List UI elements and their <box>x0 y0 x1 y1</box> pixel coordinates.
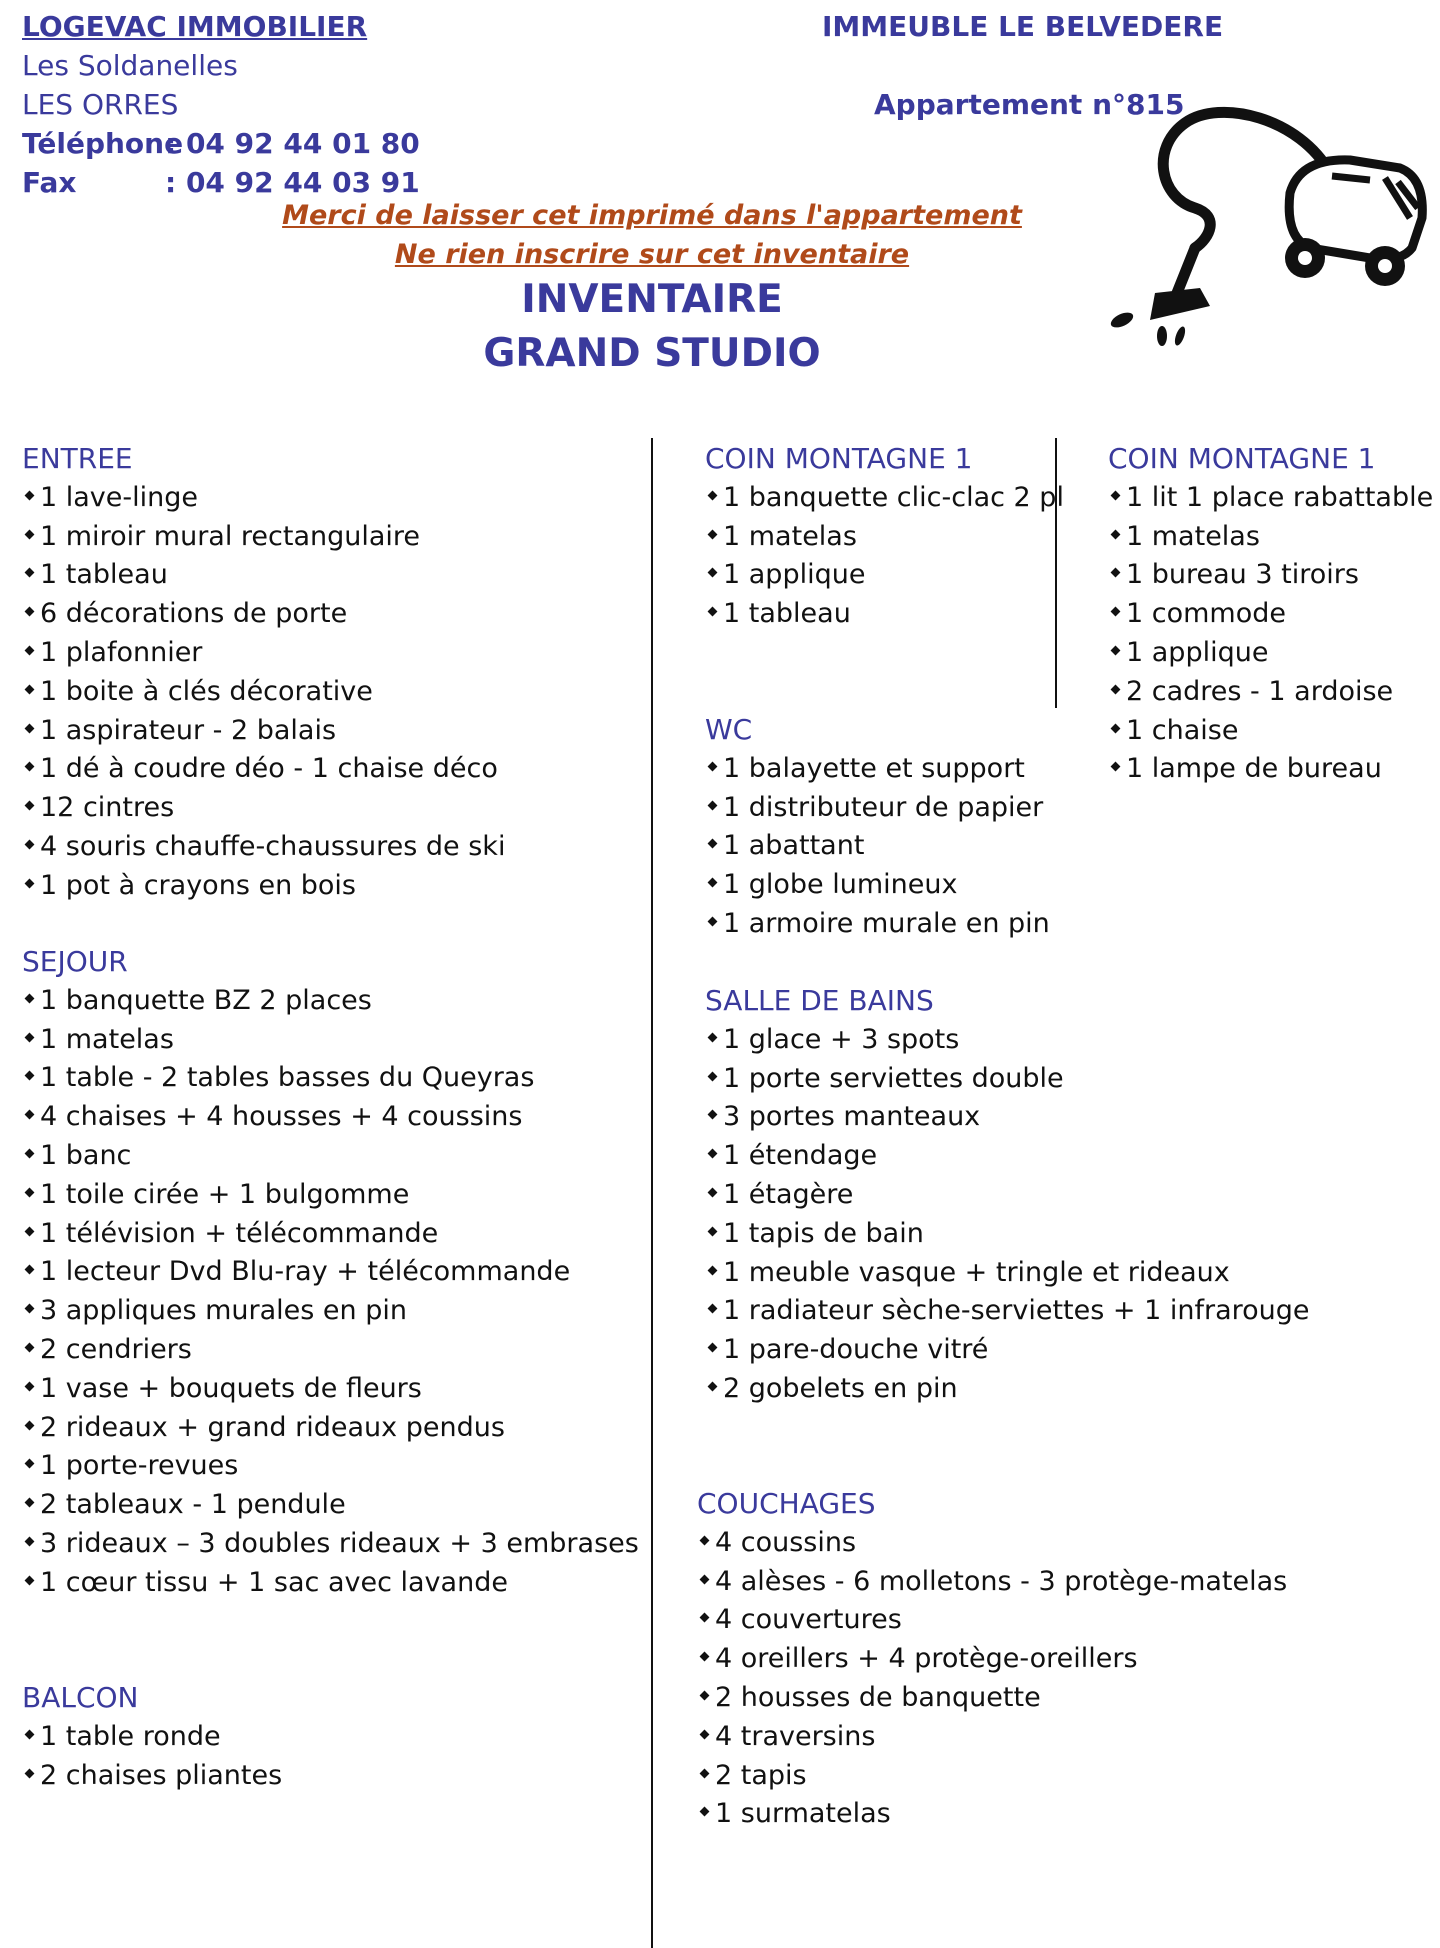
section-balcon <box>22 1679 282 1795</box>
list-item <box>705 556 1064 595</box>
vacuum-cleaner-icon <box>1100 98 1430 353</box>
item-text: 1 lecteur Dvd Blu-ray + télécommande <box>40 1256 571 1288</box>
diamond-bullet-icon <box>25 529 35 539</box>
diamond-bullet-icon <box>25 1729 35 1739</box>
section-title: COIN MONTAGNE 1 <box>1108 442 1376 475</box>
apartment-number: Appartement n°815 <box>874 88 1185 121</box>
agency-address-line1: Les Soldanelles <box>22 49 238 82</box>
item-text: 4 chaises + 4 housses + 4 coussins <box>40 1101 523 1133</box>
list-item <box>697 1718 1287 1757</box>
agency-name: LOGEVAC IMMOBILIER <box>22 10 368 43</box>
item-text: 1 tableau <box>40 559 168 591</box>
list-item <box>705 518 1064 557</box>
diamond-bullet-icon <box>25 878 35 888</box>
list-item <box>705 1254 1310 1293</box>
diamond-bullet-icon <box>25 1537 35 1547</box>
diamond-bullet-icon <box>708 1071 718 1081</box>
list-item <box>22 1215 639 1254</box>
item-text: 1 applique <box>723 559 866 591</box>
diamond-bullet-icon <box>25 1032 35 1042</box>
list-item <box>705 1060 1310 1099</box>
diamond-bullet-icon <box>708 1382 718 1392</box>
item-text: 3 rideaux – 3 doubles rideaux + 3 embrases <box>40 1527 639 1559</box>
item-text: 1 chaise <box>1126 714 1239 746</box>
list-item <box>22 1370 639 1409</box>
diamond-bullet-icon <box>1111 762 1121 772</box>
item-text: 1 lampe de bureau <box>1126 753 1382 785</box>
diamond-bullet-icon <box>1111 646 1121 656</box>
diamond-bullet-icon <box>25 1071 35 1081</box>
list-item <box>705 1370 1310 1409</box>
item-text: 2 tapis <box>715 1759 807 1791</box>
list-item <box>22 1718 282 1757</box>
diamond-bullet-icon <box>708 878 718 888</box>
diamond-bullet-icon <box>708 1110 718 1120</box>
list-item <box>697 1757 1287 1796</box>
item-text: 4 couvertures <box>715 1604 902 1636</box>
item-text: 1 lave-linge <box>40 481 199 513</box>
item-text: 1 bureau 3 tiroirs <box>1126 559 1359 591</box>
diamond-bullet-icon <box>708 917 718 927</box>
item-text: 1 vase + bouquets de fleurs <box>40 1372 422 1404</box>
diamond-bullet-icon <box>700 1807 710 1817</box>
item-text: 1 abattant <box>723 830 865 862</box>
diamond-bullet-icon <box>1111 568 1121 578</box>
section-title: BALCON <box>22 1681 139 1714</box>
diamond-bullet-icon <box>708 1149 718 1159</box>
diamond-bullet-icon <box>700 1691 710 1701</box>
section-title: ENTREE <box>22 442 133 475</box>
section-wc <box>705 711 1050 944</box>
diamond-bullet-icon <box>25 1381 35 1391</box>
list-item <box>1108 479 1433 518</box>
list-item <box>705 1215 1310 1254</box>
item-text: 1 étendage <box>723 1140 878 1172</box>
diamond-bullet-icon <box>25 568 35 578</box>
list-item <box>22 1253 639 1292</box>
item-text: 4 traversins <box>715 1720 876 1752</box>
phone-value: : 04 92 44 01 80 <box>165 127 420 160</box>
list-item <box>1108 595 1433 634</box>
diamond-bullet-icon <box>708 1343 718 1353</box>
item-text: 2 gobelets en pin <box>723 1372 958 1404</box>
item-text: 1 dé à coudre déo - 1 chaise déco <box>40 753 498 785</box>
diamond-bullet-icon <box>708 529 718 539</box>
list-item <box>22 1098 639 1137</box>
item-list <box>22 1718 282 1796</box>
diamond-bullet-icon <box>25 490 35 500</box>
item-list <box>705 479 1064 634</box>
list-item <box>705 1098 1310 1137</box>
item-list <box>22 479 505 906</box>
section-title: COIN MONTAGNE 1 <box>705 442 973 475</box>
diamond-bullet-icon <box>25 801 35 811</box>
list-item <box>22 1331 639 1370</box>
item-text: 1 aspirateur - 2 balais <box>40 714 337 746</box>
diamond-bullet-icon <box>25 1226 35 1236</box>
diamond-bullet-icon <box>25 1575 35 1585</box>
list-item <box>705 1176 1310 1215</box>
item-text: 1 matelas <box>40 1023 174 1055</box>
list-item <box>22 634 505 673</box>
diamond-bullet-icon <box>25 762 35 772</box>
list-item <box>22 712 505 751</box>
item-text: 1 balayette et support <box>723 752 1025 784</box>
list-item <box>705 595 1064 634</box>
item-text: 4 coussins <box>715 1526 857 1558</box>
item-text: 1 toile cirée + 1 bulgomme <box>40 1178 410 1210</box>
list-item <box>22 828 505 867</box>
item-text: 2 cadres - 1 ardoise <box>1126 675 1394 707</box>
list-item <box>22 479 505 518</box>
diamond-bullet-icon <box>25 607 35 617</box>
item-text: 1 applique <box>1126 636 1269 668</box>
section-salle-de-bains <box>705 982 1310 1409</box>
list-item <box>1108 556 1433 595</box>
list-item <box>1108 518 1433 557</box>
diamond-bullet-icon <box>708 568 718 578</box>
list-item <box>705 789 1050 828</box>
diamond-bullet-icon <box>25 684 35 694</box>
list-item <box>1108 673 1433 712</box>
item-text: 1 armoire murale en pin <box>723 907 1050 939</box>
list-item <box>705 827 1050 866</box>
notice-do-not-write: Ne rien inscrire sur cet inventaire <box>394 239 910 270</box>
list-item <box>22 1137 639 1176</box>
diamond-bullet-icon <box>700 1613 710 1623</box>
diamond-bullet-icon <box>25 1498 35 1508</box>
diamond-bullet-icon <box>25 1187 35 1197</box>
diamond-bullet-icon <box>25 646 35 656</box>
list-item <box>22 1059 639 1098</box>
item-text: 1 pare-douche vitré <box>723 1334 989 1366</box>
diamond-bullet-icon <box>1111 684 1121 694</box>
diamond-bullet-icon <box>708 1032 718 1042</box>
list-item <box>22 1757 282 1796</box>
diamond-bullet-icon <box>708 607 718 617</box>
diamond-bullet-icon <box>1111 529 1121 539</box>
item-text: 1 commode <box>1126 598 1286 630</box>
section-couchages <box>697 1485 1287 1834</box>
diamond-bullet-icon <box>25 840 35 850</box>
item-text: 1 étagère <box>723 1178 854 1210</box>
list-item <box>22 1292 639 1331</box>
list-item <box>22 673 505 712</box>
section-title: SEJOUR <box>22 945 128 978</box>
list-item <box>22 867 505 906</box>
diamond-bullet-icon <box>25 1304 35 1314</box>
list-item <box>22 556 505 595</box>
section-coin-montagne-1b <box>1108 440 1433 789</box>
item-text: 1 tableau <box>723 598 851 630</box>
item-text: 1 banc <box>40 1139 132 1171</box>
item-text: 1 table - 2 tables basses du Queyras <box>40 1062 535 1094</box>
section-title: COUCHAGES <box>697 1487 876 1520</box>
item-text: 6 décorations de porte <box>40 598 348 630</box>
list-item <box>697 1601 1287 1640</box>
item-text: 2 chaises pliantes <box>40 1759 283 1791</box>
page-subtitle: GRAND STUDIO <box>483 331 821 376</box>
diamond-bullet-icon <box>708 1226 718 1236</box>
diamond-bullet-icon <box>708 1304 718 1314</box>
diamond-bullet-icon <box>700 1652 710 1662</box>
item-text: 1 globe lumineux <box>723 869 958 901</box>
list-item <box>22 750 505 789</box>
list-item <box>705 1021 1310 1060</box>
diamond-bullet-icon <box>1111 490 1121 500</box>
item-list <box>22 982 639 1603</box>
item-text: 1 table ronde <box>40 1720 221 1752</box>
item-text: 1 tapis de bain <box>723 1217 924 1249</box>
item-text: 2 tableaux - 1 pendule <box>40 1489 346 1521</box>
diamond-bullet-icon <box>708 761 718 771</box>
item-text: 1 matelas <box>723 520 857 552</box>
item-text: 1 cœur tissu + 1 sac avec lavande <box>40 1566 508 1598</box>
item-text: 1 pot à crayons en bois <box>40 869 356 901</box>
list-item <box>705 905 1050 944</box>
section-sejour <box>22 943 639 1603</box>
section-title: WC <box>705 713 753 746</box>
column-divider <box>651 438 653 1948</box>
list-item <box>1108 712 1433 751</box>
diamond-bullet-icon <box>708 490 718 500</box>
diamond-bullet-icon <box>25 1110 35 1120</box>
item-text: 2 cendriers <box>40 1333 192 1365</box>
item-text: 1 lit 1 place rabattable <box>1126 481 1434 513</box>
item-list <box>1108 479 1433 789</box>
item-text: 1 banquette BZ 2 places <box>40 984 372 1016</box>
diamond-bullet-icon <box>25 993 35 1003</box>
list-item <box>705 866 1050 905</box>
list-item <box>22 518 505 557</box>
item-list <box>705 1021 1310 1409</box>
diamond-bullet-icon <box>1111 723 1121 733</box>
building-name: IMMEUBLE LE BELVEDERE <box>822 10 1224 43</box>
item-text: 12 cintres <box>40 792 175 824</box>
diamond-bullet-icon <box>25 1420 35 1430</box>
list-item <box>22 1486 639 1525</box>
fax-label: Fax <box>22 166 77 199</box>
diamond-bullet-icon <box>25 1265 35 1275</box>
agency-address-line2: LES ORRES <box>22 88 179 121</box>
list-item <box>705 479 1064 518</box>
item-text: 2 housses de banquette <box>715 1681 1041 1713</box>
list-item <box>697 1563 1287 1602</box>
item-text: 1 porte serviettes double <box>723 1062 1064 1094</box>
fax-value: : 04 92 44 03 91 <box>165 166 420 199</box>
list-item <box>1108 634 1433 673</box>
section-coin-montagne-1a <box>705 440 1064 634</box>
item-text: 3 appliques murales en pin <box>40 1295 407 1327</box>
item-list <box>705 750 1050 944</box>
notice-leave-form: Merci de laisser cet imprimé dans l'appartement <box>282 200 1022 231</box>
page-title: INVENTAIRE <box>521 277 783 322</box>
list-item <box>705 1331 1310 1370</box>
list-item <box>705 1292 1310 1331</box>
item-text: 4 souris chauffe-chaussures de ski <box>40 830 506 862</box>
item-text: 1 meuble vasque + tringle et rideaux <box>723 1256 1230 1288</box>
section-entree <box>22 440 505 906</box>
list-item <box>22 789 505 828</box>
diamond-bullet-icon <box>25 1768 35 1778</box>
list-item <box>22 1447 639 1486</box>
diamond-bullet-icon <box>700 1574 710 1584</box>
list-item <box>22 1021 639 1060</box>
item-text: 1 surmatelas <box>715 1798 891 1830</box>
list-item <box>697 1524 1287 1563</box>
list-item <box>22 982 639 1021</box>
item-list <box>697 1524 1287 1834</box>
item-text: 2 rideaux + grand rideaux pendus <box>40 1411 505 1443</box>
diamond-bullet-icon <box>700 1729 710 1739</box>
item-text: 1 glace + 3 spots <box>723 1023 960 1055</box>
item-text: 1 matelas <box>1126 520 1260 552</box>
diamond-bullet-icon <box>708 839 718 849</box>
list-item <box>22 1409 639 1448</box>
list-item <box>1108 750 1433 789</box>
diamond-bullet-icon <box>25 1343 35 1353</box>
list-item <box>22 1176 639 1215</box>
list-item <box>705 1137 1310 1176</box>
list-item <box>22 1564 639 1603</box>
item-text: 1 radiateur sèche-serviettes + 1 infrarouge <box>723 1295 1310 1327</box>
list-item <box>697 1795 1287 1834</box>
diamond-bullet-icon <box>708 1188 718 1198</box>
diamond-bullet-icon <box>25 723 35 733</box>
item-text: 1 boite à clés décorative <box>40 675 373 707</box>
item-text: 1 distributeur de papier <box>723 791 1044 823</box>
item-text: 1 télévision + télécommande <box>40 1217 439 1249</box>
diamond-bullet-icon <box>25 1149 35 1159</box>
diamond-bullet-icon <box>700 1535 710 1545</box>
section-title: SALLE DE BAINS <box>705 984 934 1017</box>
diamond-bullet-icon <box>708 1265 718 1275</box>
diamond-bullet-icon <box>700 1768 710 1778</box>
list-item <box>697 1640 1287 1679</box>
list-item <box>697 1679 1287 1718</box>
diamond-bullet-icon <box>1111 607 1121 617</box>
item-text: 1 plafonnier <box>40 636 203 668</box>
item-text: 1 miroir mural rectangulaire <box>40 520 421 552</box>
item-text: 3 portes manteaux <box>723 1101 981 1133</box>
item-text: 1 banquette clic-clac 2 pl <box>723 481 1064 513</box>
phone-label: Téléphone <box>22 127 184 160</box>
diamond-bullet-icon <box>25 1459 35 1469</box>
item-text: 4 oreillers + 4 protège-oreillers <box>715 1643 1138 1675</box>
item-text: 4 alèses - 6 molletons - 3 protège-matelas <box>715 1565 1288 1597</box>
list-item <box>22 1525 639 1564</box>
diamond-bullet-icon <box>708 800 718 810</box>
list-item <box>22 595 505 634</box>
item-text: 1 porte-revues <box>40 1450 239 1482</box>
list-item <box>705 750 1050 789</box>
